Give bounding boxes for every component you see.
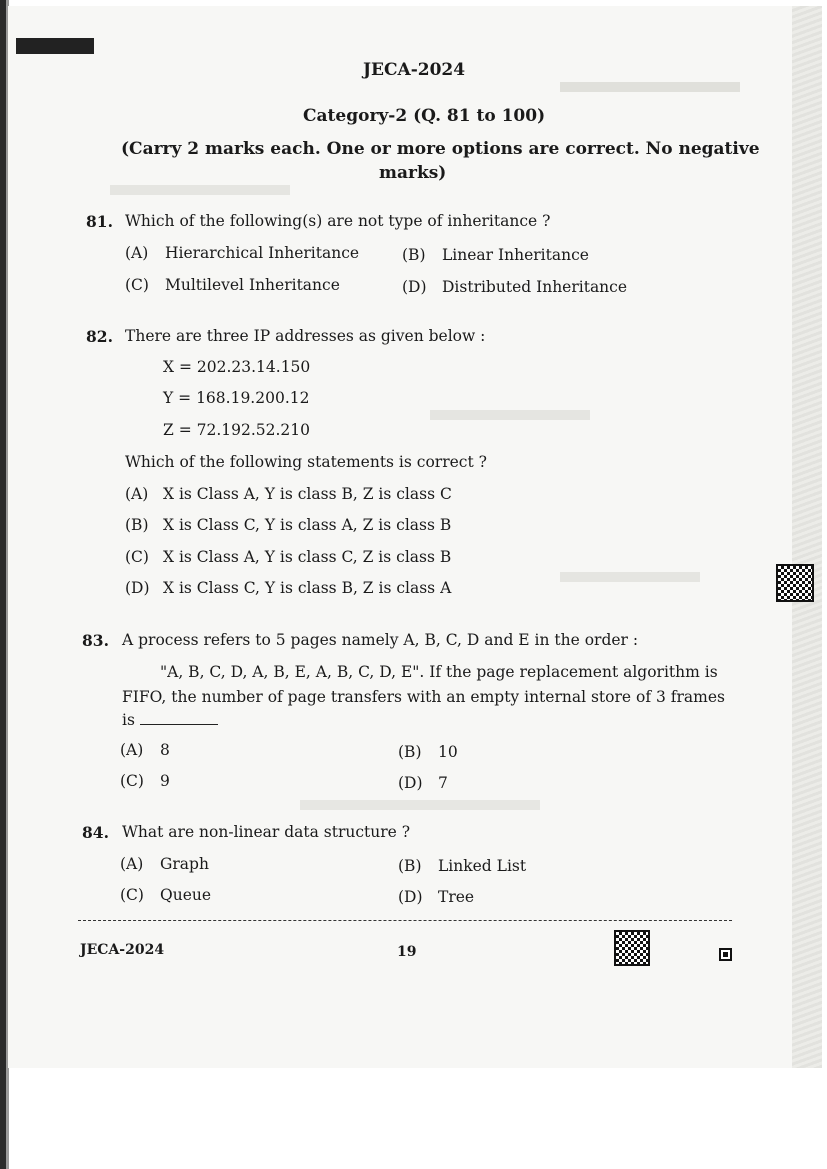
- bleed-through-mark: [300, 800, 540, 810]
- option-label: (C): [120, 886, 144, 904]
- option-text: X is Class A, Y is class B, Z is class C: [163, 485, 452, 503]
- question-text-line: "A, B, C, D, A, B, E, A, B, C, D, E". If the page replacement algorithm is: [160, 663, 718, 681]
- option-text: X is Class C, Y is class A, Z is class B: [163, 516, 452, 534]
- registration-square: [719, 948, 732, 961]
- category-heading: Category-2 (Q. 81 to 100): [303, 106, 546, 126]
- option-label: (C): [120, 772, 144, 790]
- instructions-line-1: (Carry 2 marks each. One or more options are correct. No negative: [121, 139, 760, 159]
- question-text-line: [122, 710, 218, 729]
- option-text: Linked List: [438, 857, 527, 875]
- footer-divider: [78, 920, 732, 921]
- answer-blank: [140, 710, 218, 725]
- option-label: (A): [125, 244, 149, 262]
- black-marker-strip: [16, 38, 94, 54]
- ip-address: Y = 168.19.200.12: [163, 389, 310, 407]
- question-number: 83.: [82, 631, 109, 650]
- instructions-line-2: marks): [379, 163, 447, 183]
- option-text: 9: [160, 772, 170, 790]
- option-label: (D): [125, 579, 150, 597]
- ip-address: Z = 72.192.52.210: [163, 421, 311, 439]
- exam-title: JECA-2024: [363, 60, 466, 80]
- option-label: (C): [125, 548, 149, 566]
- question-text: What are non-linear data structure ?: [122, 823, 411, 841]
- option-text: Queue: [160, 886, 212, 904]
- option-text: X is Class C, Y is class B, Z is class A: [163, 579, 452, 597]
- option-label: (B): [125, 516, 149, 534]
- ip-address: X = 202.23.14.150: [163, 358, 311, 376]
- bleed-through-mark: [430, 410, 590, 420]
- question-text: There are three IP addresses as given below :: [125, 327, 486, 345]
- option-text: 10: [438, 743, 458, 761]
- footer-exam: JECA-2024: [80, 942, 165, 958]
- option-text: 8: [160, 741, 170, 759]
- option-text: Graph: [160, 855, 209, 873]
- option-label: (B): [398, 743, 422, 761]
- option-text: Linear Inheritance: [442, 246, 589, 264]
- option-label: (D): [398, 774, 423, 792]
- torn-right-edge: [792, 6, 822, 1068]
- option-text: 7: [438, 774, 448, 792]
- option-label: (D): [398, 888, 423, 906]
- option-text: Distributed Inheritance: [442, 278, 628, 296]
- question-number: 84.: [82, 823, 109, 842]
- question-text: A process refers to 5 pages namely A, B, C, D and E in the order :: [122, 631, 639, 649]
- option-text: Tree: [438, 888, 475, 906]
- question-text-is: is: [122, 711, 135, 729]
- option-text: X is Class A, Y is class C, Z is class B: [163, 548, 452, 566]
- bleed-through-mark: [110, 185, 290, 195]
- option-label: (B): [402, 246, 426, 264]
- bleed-through-mark: [560, 82, 740, 92]
- question-number: 82.: [86, 327, 113, 346]
- option-label: (C): [125, 276, 149, 294]
- question-number: 81.: [86, 212, 113, 231]
- page-number: 19: [397, 944, 417, 960]
- option-label: (A): [120, 855, 144, 873]
- qr-code: [614, 930, 650, 966]
- option-label: (B): [398, 857, 422, 875]
- option-label: (A): [120, 741, 144, 759]
- option-text: Multilevel Inheritance: [165, 276, 340, 294]
- option-label: (A): [125, 485, 149, 503]
- side-qr-code: [776, 564, 814, 602]
- option-label: (D): [402, 278, 427, 296]
- question-subtext: Which of the following statements is correct ?: [125, 453, 487, 471]
- question-text-line: FIFO, the number of page transfers with an empty internal store of 3 frames: [122, 688, 725, 706]
- option-text: Hierarchical Inheritance: [165, 244, 360, 262]
- question-text: Which of the following(s) are not type of inheritance ?: [125, 212, 551, 230]
- bleed-through-mark: [560, 572, 700, 582]
